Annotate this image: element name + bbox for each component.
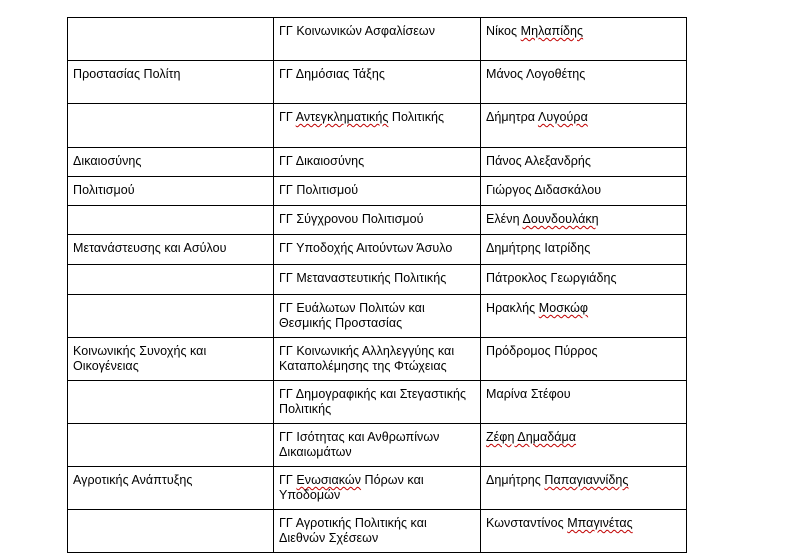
secretariat-cell: ΓΓ Κοινωνικών Ασφαλίσεων xyxy=(274,18,481,61)
document-page xyxy=(67,17,687,553)
person-cell: Ηρακλής Μοσκώφ xyxy=(481,295,687,338)
person-cell: Γιώργος Διδασκάλου xyxy=(481,177,687,206)
ministry-cell xyxy=(68,265,274,295)
person-cell: Μάνος Λογοθέτης xyxy=(481,61,687,104)
person-cell: Κωνσταντίνος Μπαγινέτας xyxy=(481,510,687,553)
person-cell: Δημήτρης Ιατρίδης xyxy=(481,235,687,265)
table-row xyxy=(68,467,687,510)
ministry-cell: Μετανάστευσης και Ασύλου xyxy=(68,235,274,265)
secretariat-cell: ΓΓ Κοινωνικής Αλληλεγγύης και Καταπολέμησης της Φτώχειας xyxy=(274,338,481,381)
table-row xyxy=(68,510,687,553)
person-cell: Νίκος Μηλαπίδης xyxy=(481,18,687,61)
person-cell: Ζέφη Δημαδάμα xyxy=(481,424,687,467)
ministry-cell: Αγροτικής Ανάπτυξης xyxy=(68,467,274,510)
ministry-cell: Κοινωνικής Συνοχής και Οικογένειας xyxy=(68,338,274,381)
person-cell: Ελένη Δουνδουλάκη xyxy=(481,206,687,235)
secretariat-cell: ΓΓ Υποδοχής Αιτούντων Άσυλο xyxy=(274,235,481,265)
table-row xyxy=(68,104,687,148)
secretariat-cell: ΓΓ Ισότητας και Ανθρωπίνων Δικαιωμάτων xyxy=(274,424,481,467)
table-row xyxy=(68,61,687,104)
secretariat-cell: ΓΓ Αγροτικής Πολιτικής και Διεθνών Σχέσεων xyxy=(274,510,481,553)
ministry-cell: Δικαιοσύνης xyxy=(68,148,274,177)
table-row xyxy=(68,295,687,338)
table-row xyxy=(68,206,687,235)
ministry-cell xyxy=(68,510,274,553)
secretariat-cell: ΓΓ Μεταναστευτικής Πολιτικής xyxy=(274,265,481,295)
person-cell: Πάνος Αλεξανδρής xyxy=(481,148,687,177)
secretariat-cell: ΓΓ Δημογραφικής και Στεγαστικής Πολιτικής xyxy=(274,381,481,424)
person-cell: Πάτροκλος Γεωργιάδης xyxy=(481,265,687,295)
person-cell: Δήμητρα Λυγούρα xyxy=(481,104,687,148)
ministry-cell: Πολιτισμού xyxy=(68,177,274,206)
secretariat-cell: ΓΓ Ενωσιακών Πόρων και Υποδομών xyxy=(274,467,481,510)
ministry-cell xyxy=(68,18,274,61)
appointments-table xyxy=(67,17,687,553)
table-row xyxy=(68,424,687,467)
table-row xyxy=(68,177,687,206)
secretariat-cell: ΓΓ Σύγχρονου Πολιτισμού xyxy=(274,206,481,235)
table-row xyxy=(68,338,687,381)
secretariat-cell: ΓΓ Δικαιοσύνης xyxy=(274,148,481,177)
secretariat-cell: ΓΓ Αντεγκληματικής Πολιτικής xyxy=(274,104,481,148)
table-row xyxy=(68,381,687,424)
secretariat-cell: ΓΓ Ευάλωτων Πολιτών και Θεσμικής Προστασίας xyxy=(274,295,481,338)
person-cell: Μαρίνα Στέφου xyxy=(481,381,687,424)
table-row xyxy=(68,265,687,295)
ministry-cell xyxy=(68,295,274,338)
table-row xyxy=(68,235,687,265)
ministry-cell xyxy=(68,381,274,424)
table-row xyxy=(68,18,687,61)
ministry-cell xyxy=(68,104,274,148)
ministry-cell: Προστασίας Πολίτη xyxy=(68,61,274,104)
secretariat-cell: ΓΓ Δημόσιας Τάξης xyxy=(274,61,481,104)
person-cell: Πρόδρομος Πύρρος xyxy=(481,338,687,381)
table-row xyxy=(68,148,687,177)
person-cell: Δημήτρης Παπαγιαννίδης xyxy=(481,467,687,510)
ministry-cell xyxy=(68,206,274,235)
ministry-cell xyxy=(68,424,274,467)
secretariat-cell: ΓΓ Πολιτισμού xyxy=(274,177,481,206)
